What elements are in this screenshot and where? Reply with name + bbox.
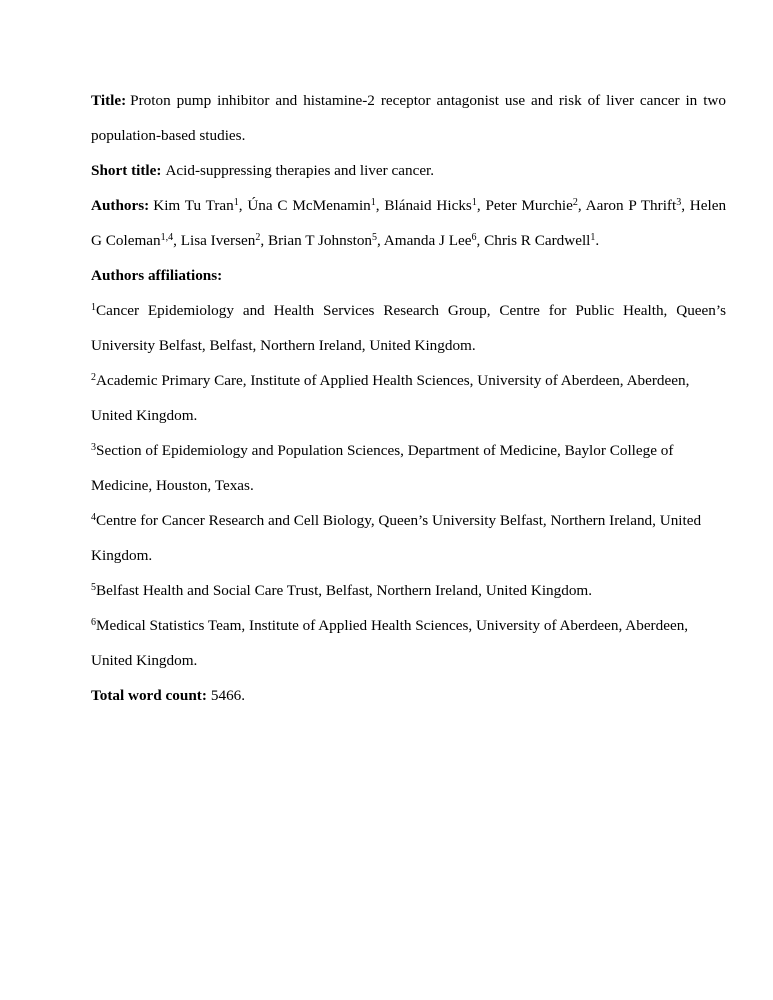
author-superscript: 1 — [471, 197, 477, 208]
affiliation-text: Medical Statistics Team, Institute of Applied Health Sciences, University of Aberdeen, Aberdeen, United Kingdom. — [91, 617, 689, 669]
author-separator: , — [173, 232, 181, 249]
author-name: Aaron P Thrift — [585, 197, 677, 214]
author-superscript: 1 — [370, 197, 376, 208]
affiliation-superscript: 2 — [91, 372, 96, 383]
author-name: Úna C McMenamin — [247, 197, 371, 214]
short-title-paragraph — [91, 153, 726, 188]
word-count-label: Total word count: — [91, 687, 207, 704]
affiliation-superscript: 5 — [91, 582, 96, 593]
author-name: Brian T Johnston — [267, 232, 373, 249]
affiliation-superscript: 3 — [91, 442, 96, 453]
short-title-text: Acid-suppressing therapies and liver cancer. — [165, 162, 435, 179]
affiliation-item — [91, 433, 726, 503]
author-separator: , — [377, 232, 384, 249]
affiliation-superscript: 1 — [91, 302, 96, 313]
author-superscript: 1 — [233, 197, 239, 208]
author-superscript: 1,4 — [160, 232, 174, 243]
title-paragraph — [91, 83, 726, 153]
authors-label: Authors: — [91, 197, 150, 214]
author-separator: , — [375, 197, 385, 214]
affiliation-superscript: 6 — [91, 617, 96, 628]
author-name: Helen G Coleman — [91, 197, 727, 249]
affiliations-heading: Authors affiliations: — [91, 267, 223, 284]
affiliation-item — [91, 608, 726, 678]
title-text: Proton pump inhibitor and histamine-2 receptor antagonist use and risk of liver cancer in two population-based studies. — [91, 92, 726, 144]
affiliation-item — [91, 293, 726, 363]
author-superscript: 5 — [372, 232, 378, 243]
title-label: Title: — [91, 92, 127, 109]
author-name: Peter Murchie — [485, 197, 573, 214]
word-count-value: 5466. — [210, 687, 246, 704]
affiliation-text: Academic Primary Care, Institute of Applied Health Sciences, University of Aberdeen, Aberdeen, United Kingdom. — [91, 372, 690, 424]
author-superscript: 2 — [255, 232, 261, 243]
affiliation-text: Centre for Cancer Research and Cell Biology, Queen’s University Belfast, Northern Ireland, United Kingdom. — [91, 512, 702, 564]
author-separator: , — [476, 197, 486, 214]
author-name: Blánaid Hicks — [384, 197, 472, 214]
author-separator: , — [260, 232, 268, 249]
affiliation-text: Section of Epidemiology and Population Sciences, Department of Medicine, Baylor College of Medicine, Houston, Texas. — [91, 442, 674, 494]
author-separator: , — [681, 197, 690, 214]
author-name: Lisa Iversen — [180, 232, 256, 249]
author-name: Chris R Cardwell — [484, 232, 591, 249]
authors-paragraph — [91, 188, 726, 258]
author-superscript: 2 — [572, 197, 578, 208]
author-name: Kim Tu Tran — [153, 197, 234, 214]
author-separator: , — [476, 232, 485, 249]
affiliation-item — [91, 503, 726, 573]
affiliation-text: Belfast Health and Social Care Trust, Belfast, Northern Ireland, United Kingdom. — [96, 582, 593, 599]
word-count-paragraph — [91, 678, 726, 713]
author-separator: , — [238, 197, 248, 214]
short-title-label: Short title: — [91, 162, 162, 179]
affiliation-item — [91, 363, 726, 433]
author-separator: , — [577, 197, 586, 214]
author-separator: . — [595, 232, 600, 249]
affiliation-superscript: 4 — [91, 512, 96, 523]
author-superscript: 6 — [471, 232, 477, 243]
affiliation-item — [91, 573, 726, 608]
affiliation-text: Cancer Epidemiology and Health Services Research Group, Centre for Public Health, Queen’s University Belfast, Belfast, Northern Ireland, United Kingdom. — [91, 302, 726, 354]
author-name: Amanda J Lee — [383, 232, 472, 249]
author-superscript: 1 — [590, 232, 596, 243]
author-superscript: 3 — [676, 197, 682, 208]
